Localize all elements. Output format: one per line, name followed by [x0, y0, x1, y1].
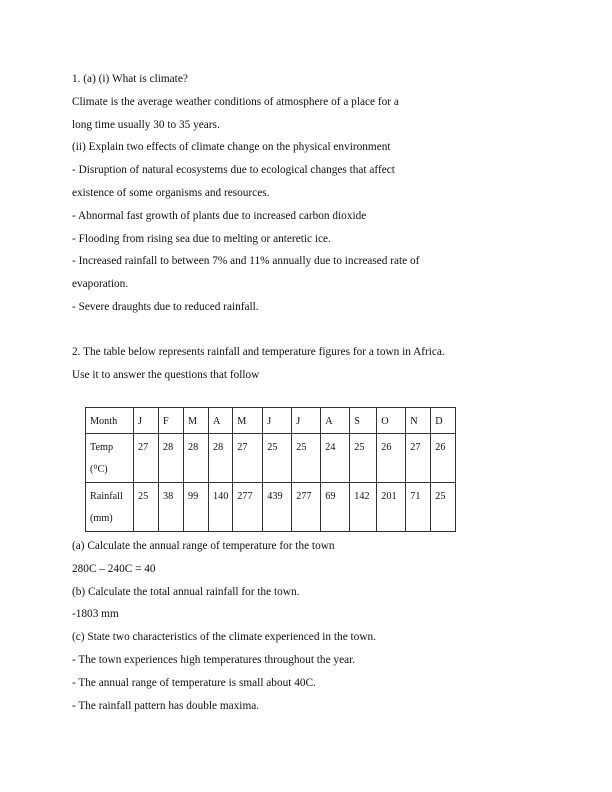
temp-cell: 25 — [292, 434, 321, 483]
answer-line: -1803 mm — [72, 608, 119, 621]
answer-line: - The town experiences high temperatures throughout the year. — [72, 653, 356, 666]
temp-cell: 28 — [209, 434, 233, 483]
question-2-answers — [72, 535, 376, 717]
text-line: long time usually 30 to 35 years. — [72, 118, 220, 131]
month-cell: N — [406, 408, 431, 434]
month-cell: M — [184, 408, 209, 434]
temp-cell: 27 — [233, 434, 263, 483]
temp-cell: 26 — [431, 434, 456, 483]
rainfall-cell: 277 — [292, 483, 321, 532]
temp-label — [86, 434, 134, 483]
month-label: Month — [86, 408, 134, 434]
temp-cell: 27 — [134, 434, 159, 483]
month-cell: F — [159, 408, 184, 434]
text-line: - Severe draughts due to reduced rainfall. — [72, 300, 259, 313]
answer-line: - The annual range of temperature is small about 40C. — [72, 676, 316, 689]
rainfall-cell: 142 — [350, 483, 377, 532]
month-cell: O — [377, 408, 406, 434]
text-line: evaporation. — [72, 278, 129, 291]
month-cell: A — [321, 408, 350, 434]
month-cell: J — [134, 408, 159, 434]
answer-line: (a) Calculate the annual range of temperature for the town — [72, 540, 335, 552]
temp-row — [86, 434, 456, 483]
answer-line: - The rainfall pattern has double maxima. — [72, 699, 260, 712]
rainfall-label — [86, 483, 134, 532]
temp-cell: 27 — [406, 434, 431, 483]
rainfall-row — [86, 483, 456, 532]
rainfall-label-text: Rainfall — [90, 491, 123, 502]
rainfall-cell: 439 — [263, 483, 292, 532]
text-line: existence of some organisms and resources. — [72, 186, 270, 199]
rainfall-cell: 201 — [377, 483, 406, 532]
month-cell: M — [233, 408, 263, 434]
month-row — [86, 408, 456, 434]
text-line: Use it to answer the questions that follow — [72, 368, 260, 381]
text-line: 2. The table below represents rainfall and temperature figures for a town in Africa. — [72, 346, 445, 358]
text-line: - Increased rainfall to between 7% and 11% annually due to increased rate of — [72, 255, 420, 268]
question-1 — [72, 68, 419, 319]
temp-cell: 26 — [377, 434, 406, 483]
answer-line: (c) State two characteristics of the climate experienced in the town. — [72, 631, 376, 644]
temp-cell: 25 — [263, 434, 292, 483]
rainfall-cell: 69 — [321, 483, 350, 532]
climate-table — [85, 407, 456, 532]
rainfall-cell: 140 — [209, 483, 233, 532]
month-cell: J — [292, 408, 321, 434]
text-line: 1. (a) (i) What is climate? — [72, 73, 188, 85]
month-cell: D — [431, 408, 456, 434]
month-cell: J — [263, 408, 292, 434]
rainfall-unit: (mm) — [90, 513, 113, 524]
month-cell: S — [350, 408, 377, 434]
rainfall-cell: 38 — [159, 483, 184, 532]
temp-cell: 25 — [350, 434, 377, 483]
text-line: (ii) Explain two effects of climate change on the physical environment — [72, 141, 391, 154]
temp-cell: 28 — [184, 434, 209, 483]
temp-cell: 28 — [159, 434, 184, 483]
rainfall-cell: 25 — [134, 483, 159, 532]
text-line: - Flooding from rising sea due to melting or anteretic ice. — [72, 232, 331, 245]
temp-unit: (⁰C) — [90, 464, 108, 475]
answer-line: 280C – 240C = 40 — [72, 562, 156, 575]
text-line: - Abnormal fast growth of plants due to increased carbon dioxide — [72, 209, 367, 222]
temp-label-text: Temp — [90, 442, 114, 453]
text-line: - Disruption of natural ecosystems due to ecological changes that affect — [72, 164, 395, 177]
rainfall-cell: 277 — [233, 483, 263, 532]
month-cell: A — [209, 408, 233, 434]
rainfall-cell: 99 — [184, 483, 209, 532]
answer-line: (b) Calculate the total annual rainfall for the town. — [72, 585, 300, 598]
rainfall-cell: 25 — [431, 483, 456, 532]
rainfall-cell: 71 — [406, 483, 431, 532]
text-line: Climate is the average weather conditions of atmosphere of a place for a — [72, 95, 399, 108]
temp-cell: 24 — [321, 434, 350, 483]
question-2-intro — [72, 341, 445, 387]
